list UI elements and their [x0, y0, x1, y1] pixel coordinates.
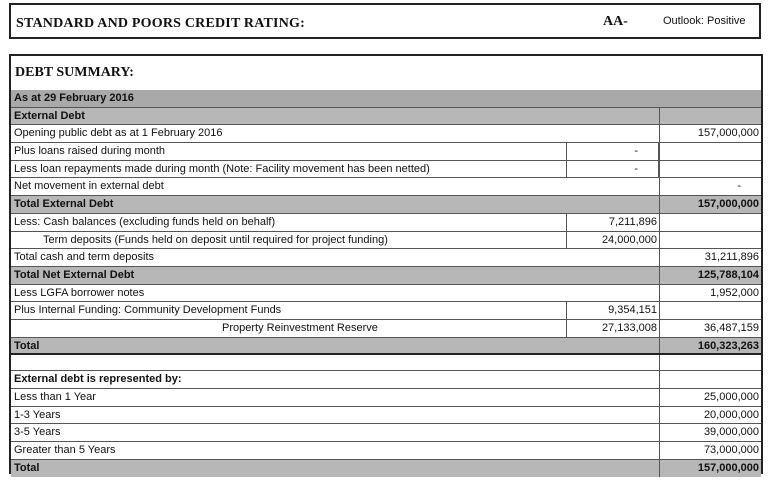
summary-total-value: 160,323,263: [659, 338, 761, 354]
represented-empty: [659, 371, 761, 388]
represented-title: External debt is represented by:: [14, 373, 182, 386]
credit-rating-title: STANDARD AND POORS CREDIT RATING:: [16, 16, 305, 31]
maturity-value: 25,000,000: [659, 389, 761, 406]
term-deposits-empty: [659, 232, 761, 249]
total-external-label: Total External Debt: [14, 198, 114, 211]
table-row: [11, 125, 761, 143]
summary-total-label: Total: [14, 339, 40, 352]
cash-balances-empty: [659, 214, 761, 231]
total-net-value: 125,788,104: [659, 267, 761, 284]
credit-rating-value: AA-: [603, 14, 628, 29]
table-row: [11, 389, 761, 407]
table-row: [11, 178, 761, 196]
net-movement-value: -: [659, 178, 761, 195]
credit-rating-outlook: Outlook: Positive: [663, 15, 746, 27]
table-row: [11, 442, 761, 460]
table-row: [11, 424, 761, 442]
table-row: [11, 232, 761, 250]
cash-balances-value: 7,211,896: [566, 214, 659, 231]
property-reserve-label: Property Reinvestment Reserve: [222, 321, 378, 334]
maturity-label: 1-3 Years: [14, 408, 61, 421]
represented-total-value: 157,000,000: [659, 460, 761, 478]
represented-header-row: [11, 371, 761, 389]
represented-total-label: Total: [14, 461, 40, 474]
maturity-label: Less than 1 Year: [14, 391, 96, 403]
cash-balances-label: Less: Cash balances (excluding funds held on behalf): [14, 215, 276, 228]
property-reserve-value: 27,133,008: [566, 320, 659, 337]
maturity-label: 3-5 Years: [14, 426, 61, 439]
plus-loans-value: -: [566, 143, 659, 160]
total-external-value: 157,000,000: [659, 196, 761, 213]
table-row: [11, 143, 761, 161]
term-deposits-value: 24,000,000: [566, 232, 659, 249]
table-row: [11, 302, 761, 320]
table-row: [11, 214, 761, 232]
total-cash-label: Total cash and term deposits: [14, 251, 155, 264]
less-repayments-value: -: [566, 161, 659, 178]
total-cash-value: 31,211,896: [659, 249, 761, 266]
maturity-label: Greater than 5 Years: [14, 444, 116, 457]
lgfa-value: 1,952,000: [659, 285, 761, 302]
table-row: [11, 285, 761, 303]
credit-rating-panel: [9, 3, 761, 39]
debt-summary-table: [11, 90, 761, 477]
table-row: [11, 249, 761, 267]
maturity-value: 20,000,000: [659, 407, 761, 424]
internal-funding-empty: [659, 302, 761, 319]
maturity-value: 39,000,000: [659, 424, 761, 441]
external-debt-cell: [659, 108, 761, 125]
less-repayments-empty: [659, 161, 761, 178]
net-movement-label: Net movement in external debt: [14, 180, 164, 193]
total-net-label: Total Net External Debt: [14, 268, 135, 281]
spacer-row: [11, 355, 761, 371]
as-at-row: [11, 90, 761, 108]
table-row: [11, 407, 761, 425]
table-row: [11, 320, 761, 338]
debt-summary-title: DEBT SUMMARY:: [15, 65, 134, 80]
plus-loans-empty: [659, 143, 761, 160]
debt-summary-panel: [9, 54, 763, 474]
total-net-row: [11, 267, 761, 285]
summary-total-row: [11, 338, 761, 356]
internal-funding-total: 36,487,159: [659, 320, 761, 337]
plus-loans-label: Plus loans raised during month: [14, 145, 166, 158]
opening-debt-label: Opening public debt as at 1 February 2016: [14, 127, 223, 140]
represented-total-row: [11, 460, 761, 478]
lgfa-label: Less LGFA borrower notes: [14, 286, 145, 299]
as-at-label: As at 29 February 2016: [14, 92, 134, 104]
external-debt-header-row: [11, 108, 761, 126]
opening-debt-value: 157,000,000: [659, 125, 761, 142]
table-row: [11, 161, 761, 179]
less-repayments-label: Less loan repayments made during month (Note: Facility movement has been netted): [14, 162, 430, 175]
internal-funding-value: 9,354,151: [566, 302, 659, 319]
total-external-row: [11, 196, 761, 214]
spacer-cell: [659, 355, 761, 370]
term-deposits-label: Term deposits (Funds held on deposit until required for project funding): [43, 233, 388, 246]
external-debt-label: External Debt: [14, 109, 85, 122]
maturity-value: 73,000,000: [659, 442, 761, 459]
internal-funding-label: Plus Internal Funding: Community Development Funds: [14, 304, 282, 317]
